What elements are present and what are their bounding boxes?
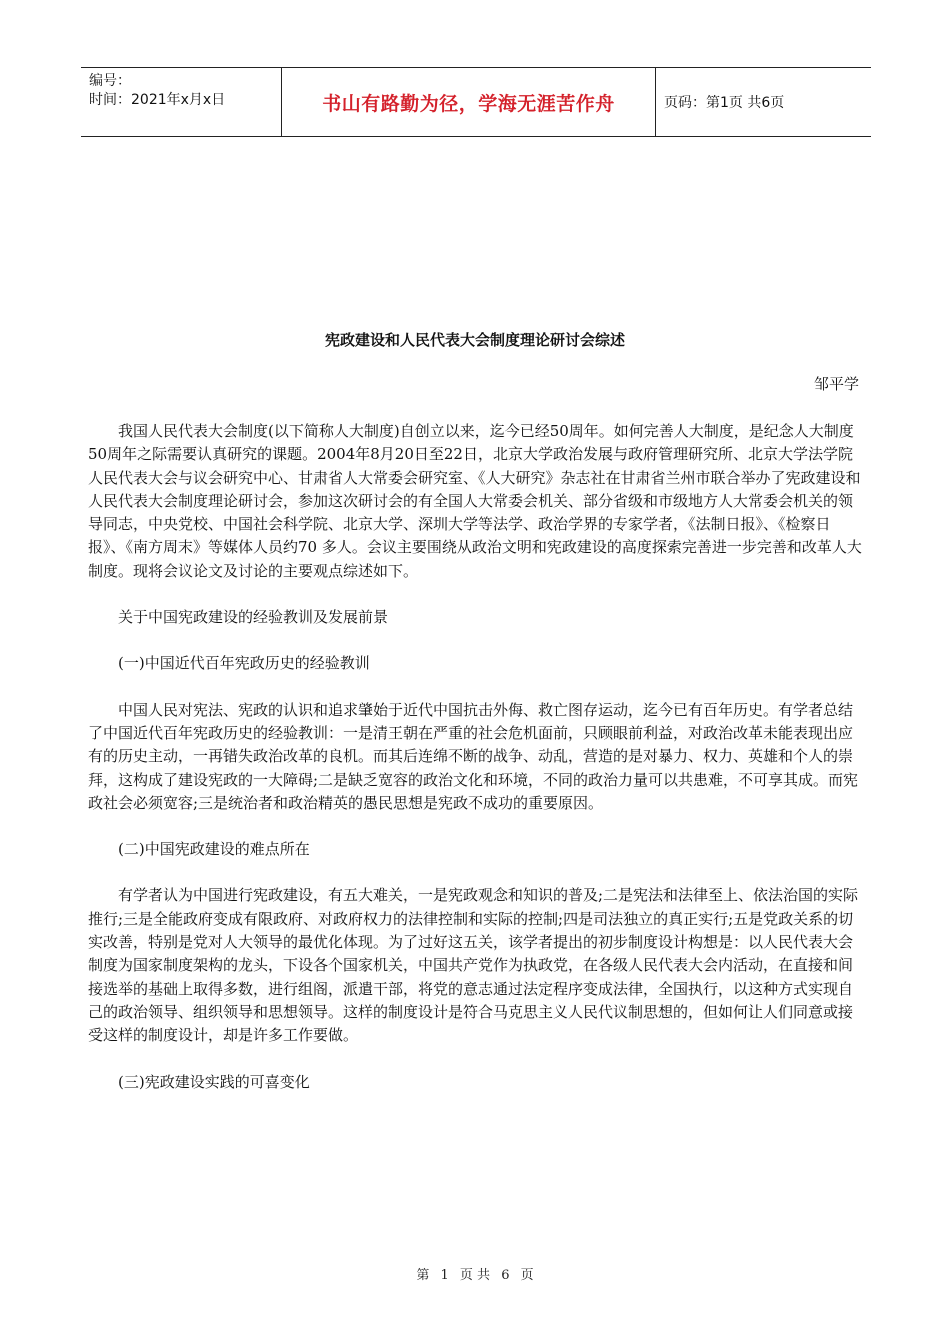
footer-page-number: 1 [440, 1268, 449, 1283]
document-author: 邹平学 [813, 375, 859, 393]
header-motto: 书山有路勤为径，学海无涯苦作舟 [282, 68, 656, 136]
footer-page-total: 6 [501, 1268, 510, 1283]
header-table [81, 67, 871, 137]
body-paragraph: 我国人民代表大会制度(以下简称人大制度)自创立以来，迄今已经50周年。如何完善人大制度，是纪念人大制度50周年之际需要认真研究的课题。2004年8月20日至22日，北京大学政治发展与政府管理研究所、北京大学法学院人民代表大会与议会研究中心、甘肃省人大常委会研究室、《人大研究》杂志社在甘肃省兰州市联合举办了宪政建设和人民代表大会制度理论研讨会，参加这次研讨会的有全国人大常委会机关、部分省级和市级地方人大常委会机关的领导同志，中央党校、中国社会科学院、北京大学、深圳大学等法学、政治学界的专家学者，《法制日报》、《检察日报》、《南方周末》等媒体人员约70 多人。会议主要围绕从政治文明和宪政建设的高度探索完善进一步完善和改革人大制度。现将会议论文及讨论的主要观点综述如下。 [88, 422, 862, 580]
subsection-heading: (三)宪政建设实践的可喜变化 [118, 1072, 310, 1091]
footer-page-prefix: 第 [416, 1268, 430, 1283]
page-footer [0, 1264, 950, 1283]
document-time-label: 时间：2021年x月x日 [89, 92, 226, 108]
body-paragraph: 有学者认为中国进行宪政建设，有五大难关，一是宪政观念和知识的普及;二是宪法和法律至上、依法治国的实际推行;三是全能政府变成有限政府、对政府权力的法律控制和实际的控制;四是司法独立的真正实行;五是党政关系的切实改善，特别是党对人大领导的最优化体现。为了过好这五关，该学者提出的初步制度设计构想是：以人民代表大会制度为国家制度架构的龙头，下设各个国家机关，中国共产党作为执政党，在各级人民代表大会内活动，在直接和间接选举的基础上取得多数，进行组阁，派遣干部，将党的意志通过法定程序变成法律，全国执行，以这种方式实现自己的政治领导、组织领导和思想领导。这样的制度设计是符合马克思主义人民代议制思想的，但如何让人们同意或接受这样的制度设计，却是许多工作要做。 [88, 886, 859, 1045]
body-paragraph: 中国人民对宪法、宪政的认识和追求肇始于近代中国抗击外侮、救亡图存运动，迄今已有百年历史。有学者总结了中国近代百年宪政历史的经验教训：一是清王朝在严重的社会危机面前，只顾眼前利益，对政治改革未能表现出应有的历史主动，一再错失政治改革的良机。而其后连绵不断的战争、动乱，营造的是对暴力、权力、英雄和个人的崇拜，这构成了建设宪政的一大障碍;二是缺乏宽容的政治文化和环境，不同的政治力量可以共患难，不可享其成。而宪政社会必须宽容;三是统治者和政治精英的愚民思想是宪政不成功的重要原因。 [88, 700, 859, 812]
subsection-heading: (二)中国宪政建设的难点所在 [118, 840, 310, 859]
document-number-label: 编号： [89, 73, 131, 89]
document-body [88, 420, 862, 1117]
header-page-info: 页码：第1页 共6页 [664, 95, 785, 111]
footer-page-suffix: 页 [520, 1268, 534, 1283]
section-heading: 关于中国宪政建设的经验教训及发展前景 [118, 608, 389, 627]
document-title: 宪政建设和人民代表大会制度理论研讨会综述 [324, 331, 625, 349]
footer-page-mid: 页 共 [459, 1268, 491, 1283]
header-meta-cell [81, 68, 282, 136]
subsection-heading: (一)中国近代百年宪政历史的经验教训 [118, 654, 370, 673]
